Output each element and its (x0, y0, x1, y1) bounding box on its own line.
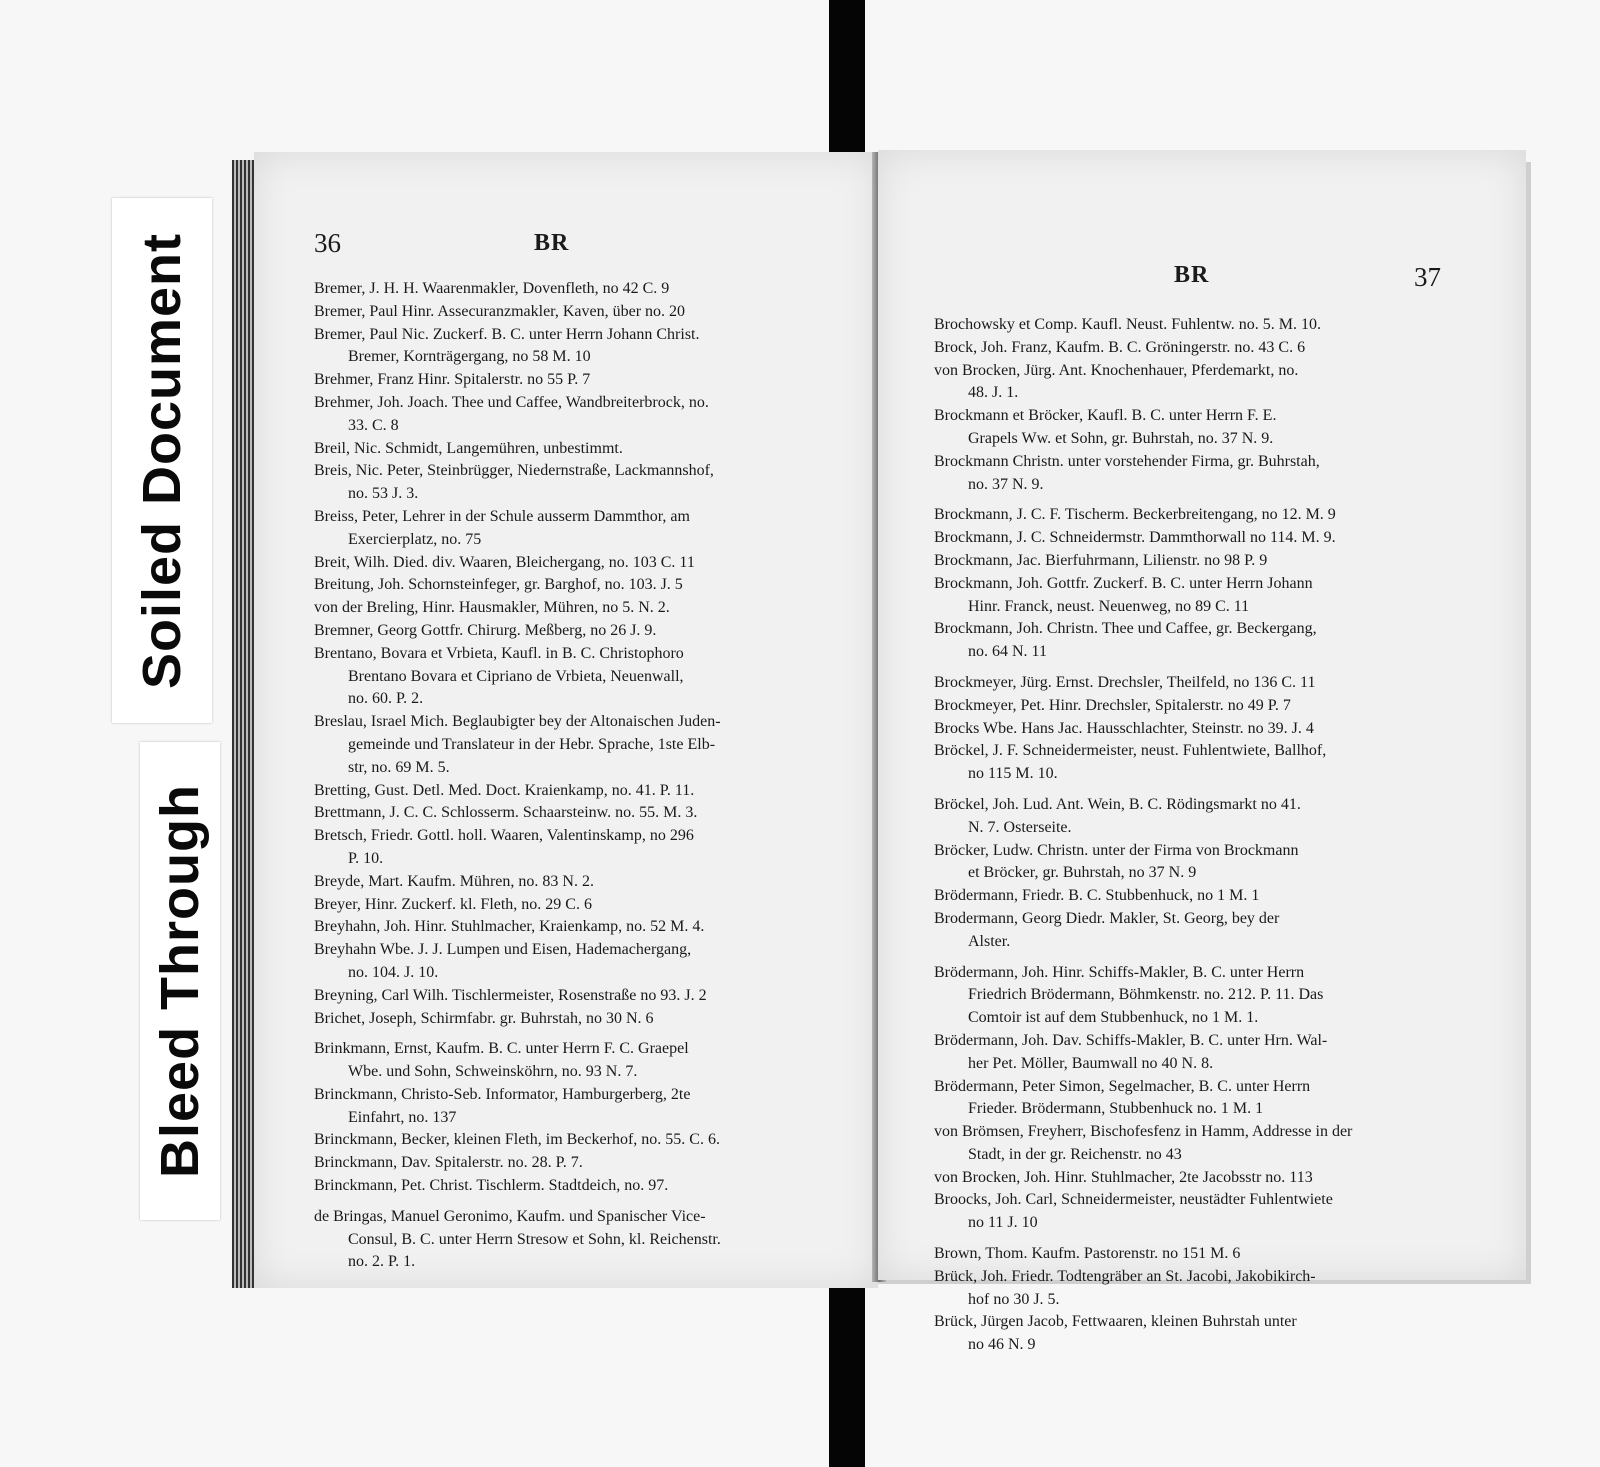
right-entry-line: Brockmann, Jac. Bierfuhrmann, Lilienstr. no 98 P. 9 (934, 551, 1268, 569)
right-entry-line: Brück, Joh. Friedr. Todtengräber an St. Jacobi, Jakobikirch- (934, 1267, 1316, 1285)
right-entry-line: no 11 J. 10 (968, 1214, 1038, 1232)
left-entry-line: Einfahrt, no. 137 (348, 1108, 457, 1126)
right-entry-line: Brockmeyer, Jürg. Ernst. Drechsler, Theilfeld, no 136 C. 11 (934, 673, 1316, 691)
left-entry-line: Bretting, Gust. Detl. Med. Doct. Kraienkamp, no. 41. P. 11. (314, 781, 695, 799)
right-entry-line: hof no 30 J. 5. (968, 1290, 1060, 1308)
right-entry-line: Brodermann, Georg Diedr. Makler, St. Georg, bey der (934, 909, 1280, 927)
right-entry-line: Brockmann, J. C. Schneidermstr. Dammthorwall no 114. M. 9. (934, 529, 1336, 547)
left-entry-line: Breiss, Peter, Lehrer in der Schule ausserm Dammthor, am (314, 507, 690, 525)
right-entry-line: Brockmeyer, Pet. Hinr. Drechsler, Spitalerstr. no 49 P. 7 (934, 696, 1291, 714)
right-entry-line: her Pet. Möller, Baumwall no 40 N. 8. (968, 1054, 1214, 1072)
left-entry-line: Bremer, J. H. H. Waarenmakler, Dovenfleth, no 42 C. 9 (314, 280, 670, 297)
right-entry-line: Brockmann Christn. unter vorstehender Firma, gr. Buhrstah, (934, 452, 1320, 470)
right-entry-line: 48. J. 1. (968, 384, 1019, 402)
right-entry-line: von Brocken, Jürg. Ant. Knochenhauer, Pferdemarkt, no. (934, 361, 1299, 379)
left-entry-line: Bretsch, Friedr. Gottl. holl. Waaren, Valentinskamp, no 296 (314, 827, 694, 845)
left-entry-line: str, no. 69 M. 5. (348, 758, 450, 776)
right-entry-line: Friedrich Brödermann, Böhmkenstr. no. 212. P. 11. Das (968, 986, 1324, 1004)
left-entry-line: Breyde, Mart. Kaufm. Mühren, no. 83 N. 2. (314, 872, 594, 890)
right-entry-line: no 46 N. 9 (968, 1336, 1036, 1354)
left-entry-line: Bremer, Paul Nic. Zuckerf. B. C. unter Herrn Johann Christ. (314, 325, 700, 343)
left-entry-line: Brinckmann, Pet. Christ. Tischlerm. Stadtdeich, no. 97. (314, 1177, 669, 1195)
bookmark-ribbon-bottom (829, 1270, 865, 1467)
right-entry-line: no. 64 N. 11 (968, 643, 1047, 661)
left-entry-line: Brentano, Bovara et Vrbieta, Kaufl. in B. C. Christophoro (314, 644, 684, 662)
left-entry-line: Wbe. und Sohn, Schweinsköhrn, no. 93 N. 7. (348, 1063, 638, 1081)
right-running-head: BR (1174, 262, 1210, 288)
right-entry-line: no 115 M. 10. (968, 765, 1058, 783)
right-entry-line: N. 7. Osterseite. (968, 818, 1072, 836)
right-entry-line: Stadt, in der gr. Reichenstr. no 43 (968, 1145, 1182, 1163)
left-entry-line: Bremner, Georg Gottfr. Chirurg. Meßberg, no 26 J. 9. (314, 621, 657, 639)
soiled-document-stamp (112, 198, 212, 723)
left-entries-column (314, 278, 866, 1274)
right-entry-line: Bröckel, J. F. Schneidermeister, neust. Fuhlentwiete, Ballhof, (934, 742, 1327, 760)
left-entry-line: Brehmer, Joh. Joach. Thee und Caffee, Wandbreiterbrock, no. (314, 393, 709, 411)
left-entry-line: Brentano Bovara et Cipriano de Vrbieta, Neuenwall, (348, 667, 684, 685)
left-entry-line: Breyhahn, Joh. Hinr. Stuhlmacher, Kraienkamp, no. 52 M. 4. (314, 918, 705, 936)
right-entry-line: Brockmann et Bröcker, Kaufl. B. C. unter Herrn F. E. (934, 407, 1277, 425)
left-entry-line: no. 53 J. 3. (348, 485, 419, 503)
right-entry-line: Frieder. Brödermann, Stubbenhuck no. 1 M. 1 (968, 1100, 1264, 1118)
left-entry-line: no. 2. P. 1. (348, 1253, 416, 1271)
right-entry-line: Brochowsky et Comp. Kaufl. Neust. Fuhlentw. no. 5. M. 10. (934, 316, 1321, 333)
right-page (878, 150, 1526, 1354)
right-entry-line: Brück, Jürgen Jacob, Fettwaaren, kleinen Buhrstah unter (934, 1313, 1297, 1331)
left-entry-line: Breit, Wilh. Died. div. Waaren, Bleichergang, no. 103 C. 11 (314, 553, 695, 571)
right-entry-line: Grapels Ww. et Sohn, gr. Buhrstah, no. 37 N. 9. (968, 429, 1274, 447)
bleed-through-label: Bleed Through (150, 784, 210, 1178)
right-entry-line: Brown, Thom. Kaufm. Pastorenstr. no 151 M. 6 (934, 1245, 1241, 1263)
left-entry-line: Brinckmann, Becker, kleinen Fleth, im Beckerhof, no. 55. C. 6. (314, 1131, 720, 1149)
soiled-document-label: Soiled Document (132, 232, 192, 689)
left-entry-line: Breyhahn Wbe. J. J. Lumpen und Eisen, Hademachergang, (314, 941, 692, 959)
left-page (254, 152, 878, 1288)
left-entry-line: Bremer, Kornträgergang, no 58 M. 10 (348, 348, 591, 366)
left-entry-line: Breslau, Israel Mich. Beglaubigter bey der Altonaischen Juden- (314, 713, 721, 731)
right-entry-line: Brödermann, Friedr. B. C. Stubbenhuck, no 1 M. 1 (934, 887, 1260, 905)
right-entry-line: Bröcker, Ludw. Christn. unter der Firma von Brockmann (934, 841, 1299, 859)
left-running-head: BR (534, 230, 570, 256)
right-entry-line: Brockmann, J. C. F. Tischerm. Beckerbreitengang, no 12. M. 9 (934, 506, 1336, 524)
left-entry-line: Bremer, Paul Hinr. Assecuranzmakler, Kaven, über no. 20 (314, 302, 686, 320)
right-entry-line: Hinr. Franck, neust. Neuenweg, no 89 C. 11 (968, 597, 1250, 615)
right-entry-line: Brocks Wbe. Hans Jac. Hausschlachter, Steinstr. no 39. J. 4 (934, 719, 1314, 737)
right-entry-line: Brödermann, Joh. Dav. Schiffs-Makler, B. C. unter Hrn. Wal- (934, 1031, 1328, 1049)
left-entry-line: Brettmann, J. C. C. Schlosserm. Schaarsteinw. no. 55. M. 3. (314, 804, 698, 822)
right-page-number: 37 (1414, 262, 1441, 292)
left-entry-line: Breitung, Joh. Schornsteinfeger, gr. Barghof, no. 103. J. 5 (314, 576, 683, 594)
left-entry-line: P. 10. (348, 849, 384, 867)
right-entry-line: no. 37 N. 9. (968, 475, 1044, 493)
bleed-through-stamp (140, 742, 220, 1220)
left-entry-line: von der Breling, Hinr. Hausmakler, Mühren, no 5. N. 2. (314, 599, 670, 617)
left-entry-line: Brinckmann, Christo-Seb. Informator, Hamburgerberg, 2te (314, 1085, 691, 1103)
left-entry-line: gemeinde und Translateur in der Hebr. Sprache, 1ste Elb- (348, 735, 716, 753)
right-entry-line: Brödermann, Peter Simon, Segelmacher, B. C. unter Herrn (934, 1077, 1311, 1095)
left-entry-line: Brichet, Joseph, Schirmfabr. gr. Buhrstah, no 30 N. 6 (314, 1009, 654, 1027)
right-entry-line: Bröckel, Joh. Lud. Ant. Wein, B. C. Rödingsmarkt no 41. (934, 795, 1301, 813)
left-entry-line: Exercierplatz, no. 75 (348, 530, 482, 548)
right-entry-line: et Bröcker, gr. Buhrstah, no 37 N. 9 (968, 864, 1197, 882)
book-page-edges (232, 160, 254, 1288)
left-entry-line: no. 60. P. 2. (348, 690, 424, 708)
right-entry-line: Brockmann, Joh. Gottfr. Zuckerf. B. C. unter Herrn Johann (934, 574, 1313, 592)
left-entry-line: Breyning, Carl Wilh. Tischlermeister, Rosenstraße no 93. J. 2 (314, 986, 707, 1004)
right-entry-line: von Brömsen, Freyherr, Bischofesfenz in Hamm, Addresse in der (934, 1123, 1353, 1141)
left-entry-line: Brinkmann, Ernst, Kaufm. B. C. unter Herrn F. C. Graepel (314, 1040, 689, 1058)
right-entry-line: Brock, Joh. Franz, Kaufm. B. C. Gröningerstr. no. 43 C. 6 (934, 338, 1306, 356)
left-entry-line: Breil, Nic. Schmidt, Langemühren, unbestimmt. (314, 439, 623, 457)
right-entry-line: von Brocken, Joh. Hinr. Stuhlmacher, 2te Jacobsstr no. 113 (934, 1168, 1313, 1186)
left-entry-line: no. 104. J. 10. (348, 963, 439, 981)
left-entry-line: de Bringas, Manuel Geronimo, Kaufm. und Spanischer Vice- (314, 1207, 706, 1225)
left-entry-line: Consul, B. C. unter Herrn Stresow et Sohn, kl. Reichenstr. (348, 1230, 721, 1248)
left-entry-line: 33. C. 8 (348, 416, 399, 434)
right-entry-line: Brockmann, Joh. Christn. Thee und Caffee, gr. Beckergang, (934, 620, 1317, 638)
left-page-number: 36 (314, 228, 341, 258)
right-entry-line: Broocks, Joh. Carl, Schneidermeister, neustädter Fuhlentwiete (934, 1191, 1333, 1209)
bookmark-ribbon-top (829, 0, 865, 170)
left-entry-line: Brehmer, Franz Hinr. Spitalerstr. no 55 P. 7 (314, 371, 591, 389)
right-entry-line: Alster. (968, 932, 1011, 950)
left-entry-line: Brinckmann, Dav. Spitalerstr. no. 28. P. 7. (314, 1154, 583, 1172)
right-entry-line: Comtoir ist auf dem Stubbenhuck, no 1 M. 1. (968, 1009, 1259, 1027)
left-entry-line: Breis, Nic. Peter, Steinbrügger, Niedernstraße, Lackmannshof, (314, 462, 714, 480)
right-entries-column (934, 314, 1510, 1357)
right-entry-line: Brödermann, Joh. Hinr. Schiffs-Makler, B. C. unter Herrn (934, 963, 1305, 981)
left-entry-line: Breyer, Hinr. Zuckerf. kl. Fleth, no. 29 C. 6 (314, 895, 592, 913)
